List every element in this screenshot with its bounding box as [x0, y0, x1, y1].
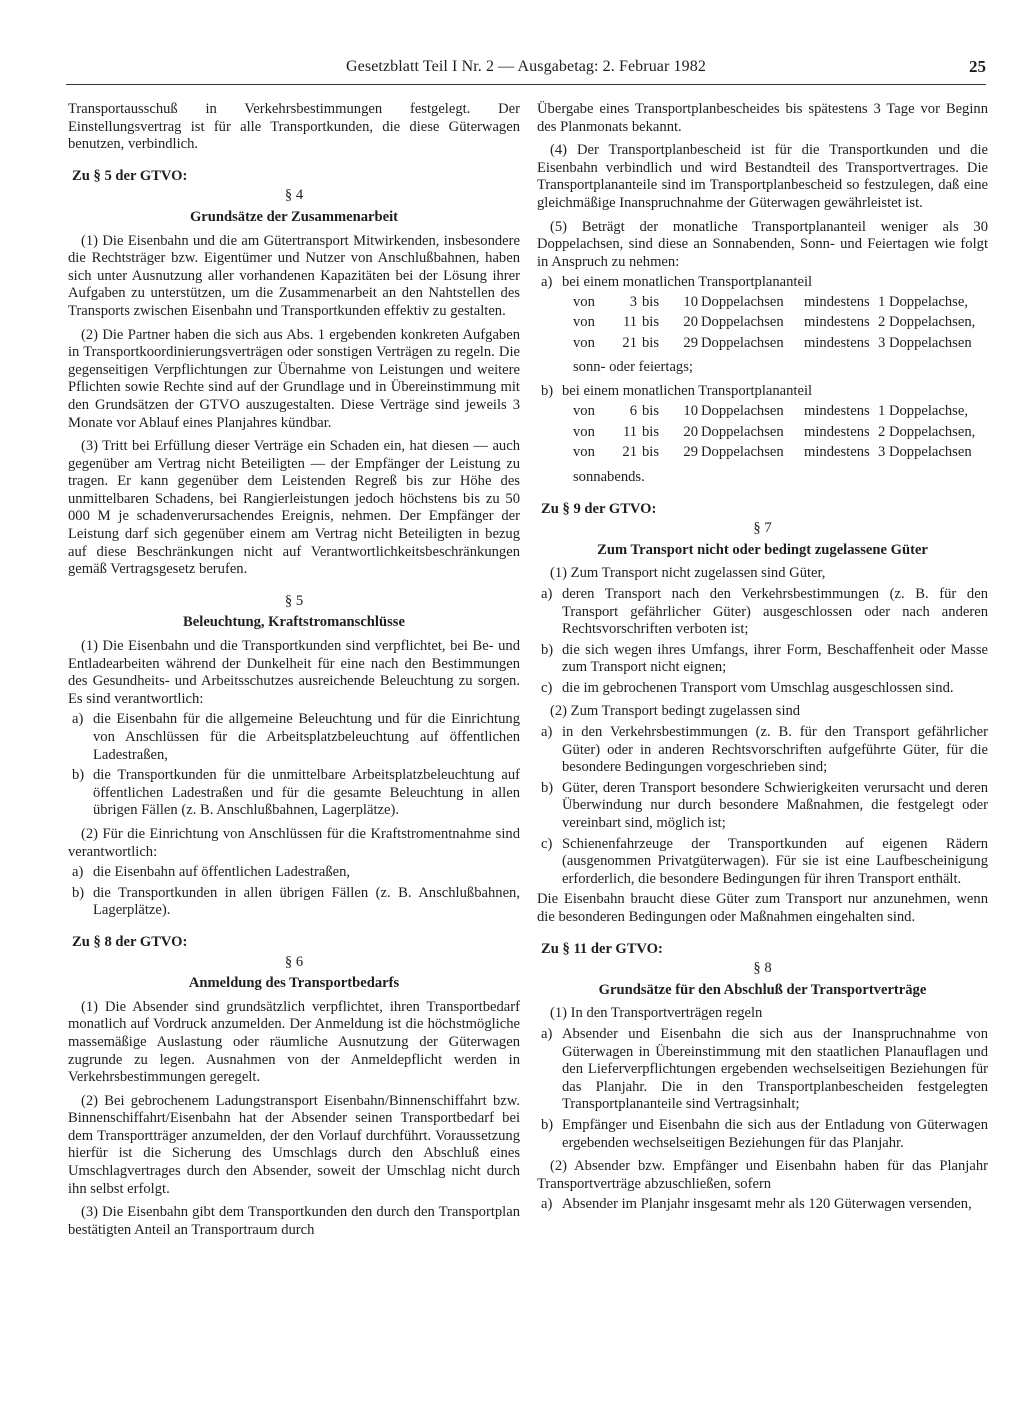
cell: 6 — [629, 403, 637, 420]
paragraph: Transportausschuß in Verkehrsbestimmungen festgelegt. Der Einstellungsvertrag ist für alle Transportkunden, die diese Güterwagen benutzen, verbindlich. — [68, 101, 520, 153]
cell: 29 — [683, 334, 698, 351]
list-item — [537, 274, 988, 292]
paragraph: (5) Beträgt der monatliche Transportplananteil weniger als 30 Doppelachsen, sind diese an Sonnabenden, Sonn- und Feiertagen wie folgt in Anspruch zu nehmen: — [537, 218, 988, 270]
list-text: die Eisenbahn auf öffentlichen Ladestraßen, — [93, 864, 351, 881]
cell: bis — [642, 444, 660, 461]
cell: von — [573, 403, 595, 420]
page-number: 25 — [969, 57, 986, 76]
section-number: § 8 — [753, 960, 772, 977]
header-title: Gesetzblatt Teil I Nr. 2 — Ausgabetag: 2. Februar 1982 — [346, 58, 706, 75]
cell: 10 — [683, 293, 698, 310]
cell: Doppelachsen — [701, 423, 784, 440]
section-title: Grundsätze der Zusammenarbeit — [189, 208, 399, 225]
paragraph: (2) Für die Einrichtung von Anschlüssen für die Kraftstromentnahme sind verantwortlich: — [68, 825, 520, 860]
right-column — [537, 101, 988, 1217]
cell: mindestens — [804, 314, 870, 331]
cell: von — [573, 314, 595, 331]
list-tail: sonnabends. — [573, 468, 645, 485]
cell: 11 — [622, 423, 637, 440]
cell: Doppelachsen — [701, 293, 784, 310]
reference-heading: Zu § 9 der GTVO: — [541, 500, 657, 517]
cell: bis — [642, 314, 660, 331]
paragraph: (2) Die Partner haben die sich aus Abs. 1 ergebenden konkreten Aufgaben in Transportkoordinierungsverträgen oder sonstigen Verträgen zu regeln. Die gegenseitigen Verpflichtungen zur Übernahme von Leistungen und weitere Pflichten sowie Rechte sind auf der Grundlage und in Übereinstimmung mit den Grundsätzen der GTVO auszugestalten. Diese Verträge sind jeweils 3 Monate vor Ablauf eines Planjahres kündbar. — [68, 326, 520, 431]
cell: bis — [642, 403, 660, 420]
list-text: die Transportkunden für die unmittelbare Arbeitsplatzbeleuchtung auf öffentlichen Ladestraßen und für die gesamte Beleuchtung in allen übrigen Fällen (z. B. Anschlußbahnen, Lagerplätze). — [93, 767, 520, 819]
list-text: Absender und Eisenbahn die sich aus der Inanspruchnahme von Güterwagen in Übereinstimmung mit den staatlichen Planauflagen und den Lieferverpflichtungen ergebenden wechselseitigen Beziehungen für das Planjahr. Die in den Transportplanbescheiden festgelegten Transportplananteile sind Vertragsinhalt; — [562, 1025, 988, 1113]
list-tail: sonn- oder feiertags; — [573, 359, 693, 376]
cell: 1 Doppelachse, — [878, 293, 968, 310]
cell: 2 Doppelachsen, — [878, 314, 976, 331]
cell: von — [573, 423, 595, 440]
cell: 21 — [622, 334, 637, 351]
cell: Doppelachsen — [701, 444, 784, 461]
paragraph: (2) Zum Transport bedingt zugelassen sind — [550, 703, 801, 720]
cell: 3 — [629, 293, 637, 310]
list-marker: a) — [541, 1025, 553, 1042]
cell: mindestens — [804, 444, 870, 461]
list-text: die Eisenbahn für die allgemeine Beleuchtung und für die Einrichtung von Anschlüssen für die Arbeitsplatzbeleuchtung auf öffentlichen Ladestraßen, — [93, 711, 520, 763]
table-row — [573, 401, 988, 422]
paragraph: (4) Der Transportplanbescheid ist für die Transportkunden und die Eisenbahn verbindlich und wird Bestandteil des Transportvertrages. Die Transportplananteile sind im Transportplanbescheid so festzulegen, daß eine gleichmäßige Inanspruchnahme der Güterwagen gewährleistet ist. — [537, 142, 988, 211]
cell: bis — [642, 334, 660, 351]
paragraph: (3) Die Eisenbahn gibt dem Transportkunden den durch den Transportplan bestätigten Anteil an Transportraum durch — [68, 1204, 520, 1238]
list-item — [537, 383, 988, 401]
list-text: die sich wegen ihres Umfangs, ihrer Form, Beschaffenheit oder Masse zum Transport nicht eignen; — [562, 641, 988, 676]
cell: 21 — [622, 444, 637, 461]
list-item — [537, 680, 988, 698]
table-row — [573, 333, 988, 354]
list-item — [537, 1196, 988, 1214]
table-row — [573, 312, 988, 333]
list-marker: b) — [72, 884, 85, 901]
reference-heading: Zu § 5 der GTVO: — [72, 167, 188, 184]
paragraph: Übergabe eines Transportplanbescheides bis spätestens 3 Tage vor Beginn des Planmonats bekannt. — [537, 101, 988, 135]
list-text: die Transportkunden in allen übrigen Fällen (z. B. Anschlußbahnen, Lagerplätze). — [93, 884, 520, 919]
list-item — [537, 586, 988, 639]
list-marker: b) — [541, 383, 554, 400]
list-item — [68, 767, 520, 820]
list-marker: a) — [541, 724, 553, 741]
section-number: § 4 — [284, 187, 304, 204]
header-rule — [66, 84, 986, 85]
list-marker: b) — [541, 641, 554, 658]
list-item — [537, 780, 988, 833]
axle-table-b — [573, 401, 988, 463]
page-header — [66, 58, 986, 82]
cell: 2 Doppelachsen, — [878, 423, 976, 440]
cell: bis — [642, 423, 660, 440]
cell: Doppelachsen — [701, 403, 784, 420]
cell: 20 — [683, 314, 698, 331]
cell: mindestens — [804, 403, 870, 420]
list-marker: a) — [72, 711, 84, 728]
list-item — [68, 864, 520, 882]
list-marker: c) — [541, 835, 553, 852]
list-item — [537, 1026, 988, 1114]
list-text: deren Transport nach den Verkehrsbestimmungen (z. B. für den Transport gefährlicher Güter) ausgeschlossen oder nach anderen Rechtsvorschriften verboten ist; — [562, 585, 988, 638]
section-number: § 6 — [284, 953, 304, 970]
section-title: Anmeldung des Transportbedarfs — [188, 975, 400, 992]
list-item — [537, 642, 988, 677]
cell: bis — [642, 293, 660, 310]
cell: Doppelachsen — [701, 334, 784, 351]
list-item — [537, 1117, 988, 1152]
list-text: bei einem monatlichen Transportplananteil — [562, 383, 813, 400]
list-marker: b) — [541, 1116, 554, 1133]
list-marker: a) — [72, 864, 84, 881]
paragraph: (1) Die Absender sind grundsätzlich verpflichtet, ihren Transportbedarf monatlich auf Vordruck anzumelden. Der Anmeldung ist die höchstmögliche massemäßige Auslastung oder räumliche Ausnutzung der Güterwagen zugrunde zu legen. Ausnahmen von der Anmeldepflicht werden in Verkehrsbestimmungen geregelt. — [68, 998, 520, 1086]
cell: 29 — [683, 444, 698, 461]
cell: 11 — [622, 314, 637, 331]
list-text: die im gebrochenen Transport vom Umschlag ausgeschlossen sind. — [562, 679, 954, 696]
list-marker: c) — [541, 679, 553, 696]
list-text: in den Verkehrsbestimmungen (z. B. für den Transport gefährlicher Güter) oder in anderen Rechtsvorschriften aufgeführte Güter, für die besondere Bedingungen vorgeschrieben sind; — [562, 724, 988, 776]
cell: von — [573, 444, 595, 461]
cell: Doppelachsen — [701, 314, 784, 331]
list-text: Güter, deren Transport besondere Schwierigkeiten verursacht und deren Überwindung nur durch besondere Maßnahmen, die festgelegt oder vereinbart sind, möglich ist; — [562, 779, 988, 832]
list-item — [537, 724, 988, 777]
list-marker: a) — [541, 585, 553, 602]
paragraph: (1) Die Eisenbahn und die am Gütertransport Mitwirkenden, insbesondere die Rechtsträger bzw. Eigentümer und Nutzer von Anschlußbahnen, haben sich unter Ausnutzung aller vorhandenen Kapazitäten bei der Lösung ihrer Aufgaben zu unterstützen, um die Zusammenarbeit an den Nahtstellen des Transports zwischen Eisenbahn und Transportkunden effektiv zu gestalten. — [68, 232, 520, 319]
cell: mindestens — [804, 423, 870, 440]
section-number: § 7 — [753, 520, 772, 537]
cell: 3 Doppelachsen — [878, 444, 972, 461]
cell: 3 Doppelachsen — [878, 334, 972, 351]
table-row — [573, 442, 988, 463]
list-text: Empfänger und Eisenbahn die sich aus der Entladung von Güterwagen ergebenden wechselseitigen Beziehungen für das Planjahr. — [562, 1116, 988, 1151]
paragraph: Die Eisenbahn braucht diese Güter zum Transport nur anzunehmen, wenn die besonderen Bedingungen oder Maßnahmen eingehalten sind. — [537, 891, 988, 925]
list-marker: a) — [541, 1196, 553, 1213]
list-text: Absender im Planjahr insgesamt mehr als 120 Güterwagen versenden, — [562, 1196, 972, 1213]
cell: mindestens — [804, 334, 870, 351]
list-marker: b) — [72, 767, 85, 784]
section-number: § 5 — [284, 592, 304, 609]
left-column — [68, 101, 520, 1245]
cell: 1 Doppelachse, — [878, 403, 968, 420]
list-text: Schienenfahrzeuge der Transportkunden auf eigenen Rädern (ausgenommen Privatgüterwagen). Für sie ist eine Laufbescheinigung erforderlich, die besondere Bedingungen für ihren Transport enthält. — [562, 835, 988, 887]
cell: mindestens — [804, 293, 870, 310]
cell: 20 — [683, 423, 698, 440]
list-marker: a) — [541, 274, 553, 291]
section-title: Zum Transport nicht oder bedingt zugelassene Güter — [597, 541, 928, 558]
list-item — [68, 885, 520, 920]
reference-heading: Zu § 11 der GTVO: — [541, 940, 663, 957]
axle-table-a — [573, 292, 988, 354]
cell: 10 — [683, 403, 698, 420]
paragraph: (1) In den Transportverträgen regeln — [550, 1005, 763, 1022]
list-marker: b) — [541, 779, 554, 796]
paragraph: (2) Bei gebrochenem Ladungstransport Eisenbahn/Binnenschiffahrt bzw. Binnenschiffahrt/Eisenbahn hat der Absender seinen Transportbedarf bei dem Transportträger anzumelden, der den Vorlauf durchführt. Voraussetzung hierfür ist die Sicherung des Umschlags durch den Abschluß eines Umschlagvertrages durch den Absender, soweit der Umschlag nicht durch ihn selbst erfolgt. — [68, 1092, 520, 1197]
cell: von — [573, 334, 595, 351]
paragraph: (2) Absender bzw. Empfänger und Eisenbahn haben für das Planjahr Transportverträge abzuschließen, sofern — [537, 1158, 988, 1192]
paragraph: (1) Zum Transport nicht zugelassen sind Güter, — [550, 565, 826, 582]
list-item — [537, 836, 988, 889]
reference-heading: Zu § 8 der GTVO: — [72, 933, 188, 950]
table-row — [573, 292, 988, 313]
cell: von — [573, 293, 595, 310]
list-item — [68, 711, 520, 764]
table-row — [573, 422, 988, 443]
list-text: bei einem monatlichen Transportplananteil — [562, 274, 813, 291]
paragraph: (1) Die Eisenbahn und die Transportkunden sind verpflichtet, bei Be- und Entladearbeiten während der Dunkelheit für eine nach den Bestimmungen des Gesundheits- und Arbeitsschutzes ausreichende Beleuchtung zu sorgen. Es sind verantwortlich: — [68, 638, 520, 707]
section-title: Grundsätze für den Abschluß der Transportverträge — [598, 981, 927, 998]
section-title: Beleuchtung, Kraftstromanschlüsse — [183, 614, 405, 631]
paragraph: (3) Tritt bei Erfüllung dieser Verträge ein Schaden ein, hat diesen — auch gegenüber am Vertrag nicht Beteiligten — der Empfänger der Leistung zu tragen. Er kann gegenüber dem Leistenden Regreß bis zur Höhe des unmittelbaren Schadens, bei Rangierleistungen jedoch höchstens bis zu 50 000 M je schadenverursachendes Ereignis, nehmen. Der Empfänger der Leistung darf sich gegenüber einem am Vertrag nicht Beteiligten in bezug auf diese Beschränkungen nicht auf Verantwortlichkeitsbeschränkungen gemäß Vertragsgesetz berufen. — [68, 438, 520, 578]
